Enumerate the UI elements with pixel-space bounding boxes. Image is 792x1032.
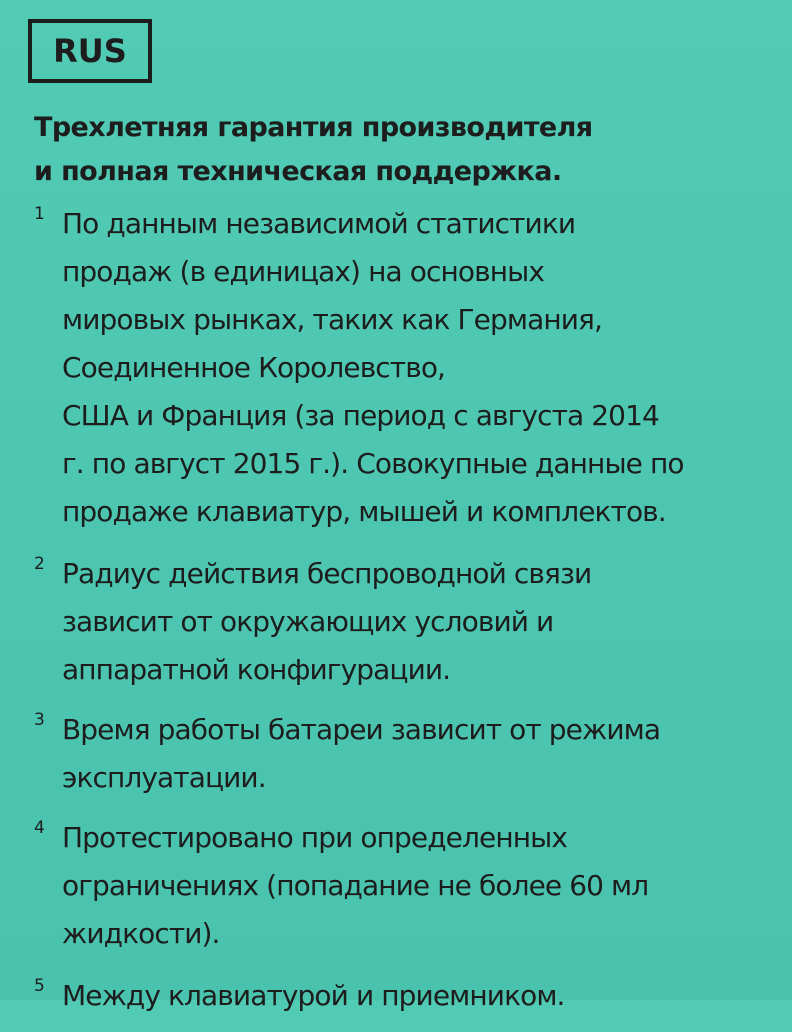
footnote-line: продаже клавиатур, мышей и комплектов. bbox=[62, 495, 666, 528]
footnote-text bbox=[62, 972, 764, 1020]
footnote-line: Время работы батареи зависит от режима bbox=[62, 713, 661, 746]
footnote-line: зависит от окружающих условий и bbox=[62, 605, 554, 638]
footnote-text bbox=[62, 550, 764, 694]
footnote-text bbox=[62, 814, 764, 958]
footnote-line: ограничениях (попадание не более 60 мл bbox=[62, 869, 649, 902]
footnote-number: 5 bbox=[34, 976, 45, 996]
footnote-5 bbox=[34, 972, 764, 1020]
footnote-number: 3 bbox=[34, 710, 45, 730]
footnote-2 bbox=[34, 550, 764, 694]
footnote-number: 1 bbox=[34, 204, 45, 224]
heading-line: Трехлетняя гарантия производителя bbox=[34, 112, 593, 143]
footnote-line: мировых рынках, таких как Германия, bbox=[62, 303, 602, 336]
footnote-number: 4 bbox=[34, 818, 45, 838]
footnote-text bbox=[62, 200, 764, 536]
footnote-1 bbox=[34, 200, 764, 536]
warranty-heading bbox=[34, 106, 764, 194]
footnote-line: По данным независимой статистики bbox=[62, 207, 576, 240]
footnote-line: жидкости). bbox=[62, 917, 220, 950]
footnote-number: 2 bbox=[34, 554, 45, 574]
footnote-3 bbox=[34, 706, 764, 802]
footnote-line: Соединенное Королевство, bbox=[62, 351, 446, 384]
heading-line: и полная техническая поддержка. bbox=[34, 156, 562, 187]
footnote-line: США и Франция (за период с августа 2014 bbox=[62, 399, 659, 432]
language-badge: RUS bbox=[28, 19, 152, 83]
footnotes-list bbox=[34, 200, 764, 1032]
footnote-line: г. по август 2015 г.). Совокупные данные по bbox=[62, 447, 684, 480]
footnote-line: эксплуатации. bbox=[62, 761, 266, 794]
footnote-line: Между клавиатурой и приемником. bbox=[62, 979, 565, 1012]
footnote-line: продаж (в единицах) на основных bbox=[62, 255, 544, 288]
footnote-line: Радиус действия беспроводной связи bbox=[62, 557, 592, 590]
footnote-line: аппаратной конфигурации. bbox=[62, 653, 451, 686]
footnote-line: Протестировано при определенных bbox=[62, 821, 568, 854]
footnote-text bbox=[62, 706, 764, 802]
footnote-4 bbox=[34, 814, 764, 958]
